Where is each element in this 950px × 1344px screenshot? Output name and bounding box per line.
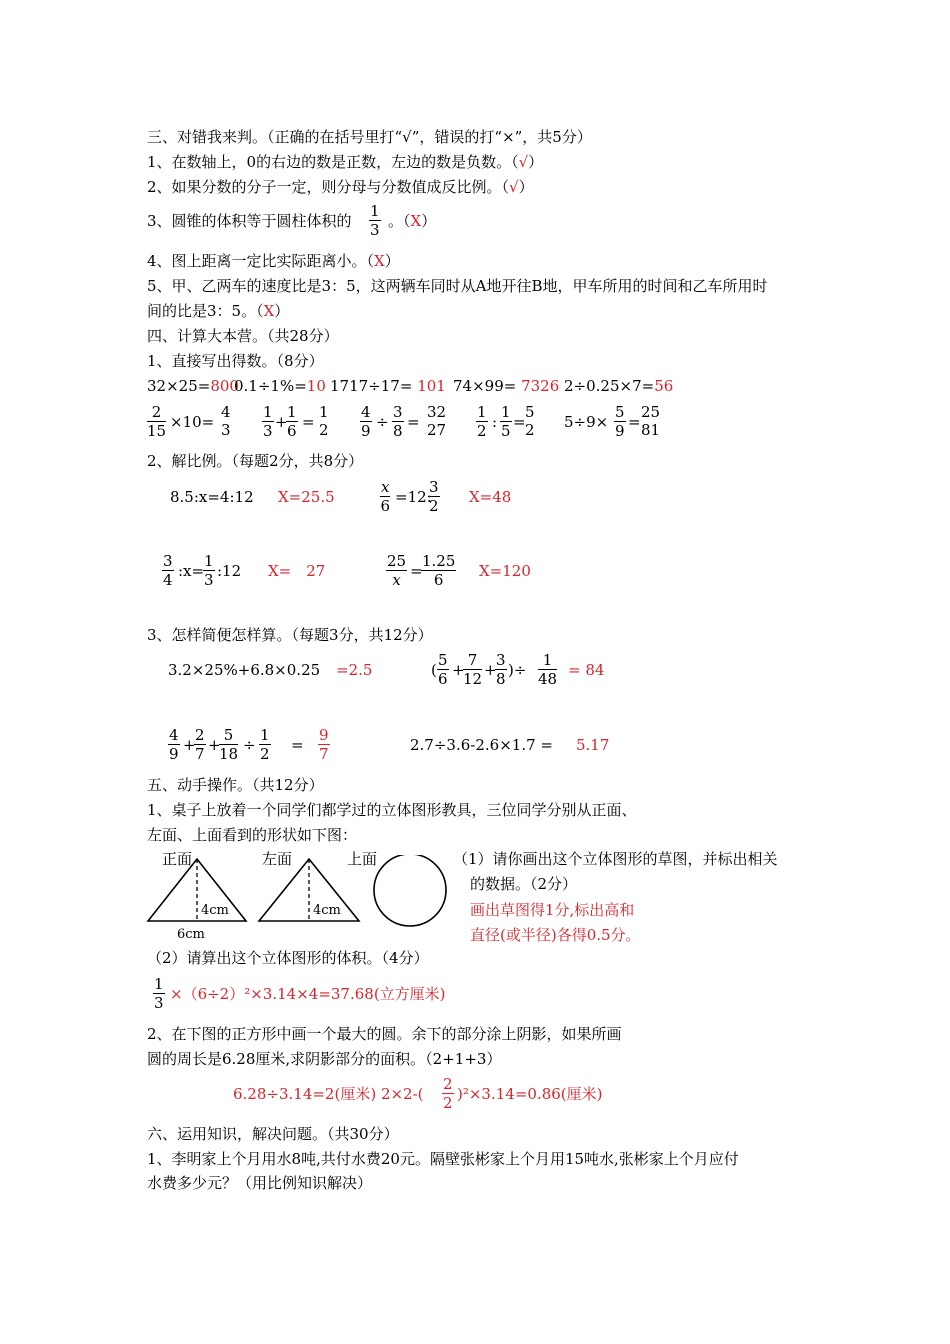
fraction: $\frac{1}{3}$ xyxy=(154,975,164,1012)
proportion-2-answer: X=48 xyxy=(469,488,512,506)
proportion-1: 8.5:x=4:12 xyxy=(170,488,254,506)
fraction: 4 3 xyxy=(221,403,231,439)
tf-q4: 4、图上距离一定比实际距离小。（X） xyxy=(147,252,400,270)
proportion-1-answer: X=25.5 xyxy=(278,488,335,506)
top-view-circle xyxy=(374,855,446,926)
q2-answer-a: 6.28÷3.14=2(厘米) 2×2-( xyxy=(233,1085,424,1103)
simplify-2-answer: = 84 xyxy=(568,661,605,679)
section5-q1-line1: 1、桌子上放着一个同学们都学过的立体图形教具，三位同学分别从正面、 xyxy=(147,801,637,819)
front-height-label: 4cm xyxy=(201,903,229,918)
tf-q4-answer: X xyxy=(374,252,385,270)
operator: ÷ xyxy=(376,413,389,431)
fraction: $\frac{3}{4}$ xyxy=(163,552,173,589)
section4-title: 四、计算大本营。（共28分） xyxy=(147,327,339,345)
fraction: $\frac{2}{2}$ xyxy=(443,1075,453,1112)
operator: = xyxy=(302,413,315,431)
fraction: $\frac{1}{5}$ xyxy=(501,403,511,440)
operator: ×10= xyxy=(170,413,215,431)
section4-sub2: 2、解比例。（每题2分，共8分） xyxy=(147,452,364,470)
operator: =12: xyxy=(395,488,432,506)
ask2-answer: ×（6÷2）²×3.14×4=37.68(立方厘米) xyxy=(170,985,446,1003)
operator: + xyxy=(452,661,465,679)
ask1-answer-line1: 画出草图得1分,标出高和 xyxy=(470,901,635,919)
ask1-answer-line2: 直径(或半径)各得0.5分。 xyxy=(470,926,641,944)
fraction: $\frac{1}{6}$ xyxy=(287,403,297,440)
fraction: 1 2 xyxy=(319,403,329,439)
view-label-top: 上面 xyxy=(347,850,378,868)
operator: = xyxy=(513,413,526,431)
tf-q5-line2: 间的比是3：5。（X） xyxy=(147,302,290,320)
operator: + xyxy=(484,661,497,679)
operator: ( xyxy=(431,661,437,679)
ask1-line2: 的数据。（2分） xyxy=(470,875,578,893)
operator: 5÷9× xyxy=(564,413,609,431)
simplify-4: 2.7÷3.6-2.6×1.7 = xyxy=(410,736,553,754)
left-height-label: 4cm xyxy=(313,903,341,918)
operator: :12 xyxy=(217,562,242,580)
tf-q1: 1、在数轴上，0的右边的数是正数，左边的数是负数。（√） xyxy=(147,153,544,171)
simplify-3-answer: $\frac{9}{7}$ xyxy=(319,726,329,763)
ask2: （2）请算出这个立体图形的体积。（4分） xyxy=(147,949,429,967)
calc-item: 32×25=800 xyxy=(147,377,239,395)
tf-q5-line1: 5、甲、乙两车的速度比是3：5，这两辆车同时从A地开往B地，甲车所用的时间和乙车所用时 xyxy=(147,277,768,295)
base-label: 6cm xyxy=(177,927,205,942)
tf-q1-answer: √ xyxy=(518,153,529,171)
section4-sub3: 3、怎样简便怎样算。（每题3分，共12分） xyxy=(147,626,433,644)
calc-item: 1717÷17= 101 xyxy=(330,377,446,395)
fraction: $\frac{4}{9}$ xyxy=(361,403,371,440)
section5-q1-line2: 左面、上面看到的形状如下图： xyxy=(147,826,358,844)
fraction: $\frac{5}{6}$ xyxy=(438,651,448,688)
section5-title: 五、动手操作。（共12分） xyxy=(147,776,324,794)
fraction: 5 2 xyxy=(525,403,535,439)
calc-item: 0.1÷1%=10 xyxy=(234,377,326,395)
fraction: $\frac{3}{8}$ xyxy=(393,403,403,440)
operator: : xyxy=(492,413,498,431)
fraction: $\frac{5}{18}$ xyxy=(219,726,239,763)
section3-title: 三、对错我来判。（正确的在括号里打“√”，错误的打“×”，共5分） xyxy=(147,128,592,146)
section6-q1-line2: 水费多少元？（用比例知识解决） xyxy=(147,1174,373,1192)
tf-q3-answer: X xyxy=(410,212,422,230)
tf-q2: 2、如果分数的分子一定，则分母与分数值成反比例。（√） xyxy=(147,178,534,196)
fraction: $\frac{5}{9}$ xyxy=(615,403,625,440)
operator: + xyxy=(275,413,288,431)
fraction: $\frac{1}{2}$ xyxy=(477,403,487,440)
fraction: $\frac{1}{2}$ xyxy=(260,726,270,763)
q2-answer-b: )²×3.14=0.86(厘米) xyxy=(457,1085,603,1103)
fraction: $\frac{1.25}{6}$ xyxy=(422,552,456,589)
proportion-4-answer: X=120 xyxy=(479,562,531,580)
view-label-left: 左面 xyxy=(262,850,293,868)
simplify-4-answer: 5.17 xyxy=(576,736,610,754)
section6-title: 六、运用知识，解决问题。（共30分） xyxy=(147,1125,399,1143)
fraction: 25 81 xyxy=(641,403,661,439)
operator: = xyxy=(628,413,641,431)
simplify-1: 3.2×25%+6.8×0.25 xyxy=(168,661,321,679)
section6-q1-line1: 1、李明家上个月用水8吨,共付水费20元。隔壁张彬家上个月用15吨水,张彬家上个月应付 xyxy=(147,1150,739,1168)
section4-sub1: 1、直接写出得数。（8分） xyxy=(147,352,324,370)
fraction: $\frac{1}{3}$ xyxy=(370,202,380,239)
operator: = xyxy=(407,413,420,431)
operator: = xyxy=(291,736,304,754)
tf-q5-answer: X xyxy=(263,302,275,320)
fraction: $\frac{25}{x}$ xyxy=(387,552,407,589)
operator: ÷ xyxy=(243,736,256,754)
fraction: $\frac{1}{3}$ xyxy=(204,552,214,589)
calc-item: 74×99= 7326 xyxy=(453,377,560,395)
operator: :x= xyxy=(178,562,205,580)
fraction: $\frac{2}{15}$ xyxy=(147,403,167,440)
tf-q3-tail: 。（X） xyxy=(388,212,437,230)
operator: + xyxy=(208,736,221,754)
fraction: $\frac{x}{6}$ xyxy=(380,478,390,515)
fraction: 32 27 xyxy=(427,403,447,439)
fraction: $\frac{4}{9}$ xyxy=(169,726,179,763)
operator: + xyxy=(183,736,196,754)
fraction: $\frac{3}{2}$ xyxy=(429,478,439,515)
tf-q3: 3、圆锥的体积等于圆柱体积的 xyxy=(147,212,352,230)
operator: )÷ xyxy=(508,661,527,679)
ask1-line1: （1）请你画出这个立体图形的草图，并标出相关 xyxy=(453,850,778,868)
calc-item: 2÷0.25×7=56 xyxy=(564,377,674,395)
proportion-3-answer: X= 27 xyxy=(268,562,326,580)
fraction: $\frac{1}{3}$ xyxy=(263,403,273,440)
operator: = xyxy=(410,562,423,580)
fraction: $\frac{2}{7}$ xyxy=(195,726,205,763)
simplify-1-answer: =2.5 xyxy=(336,661,373,679)
fraction: $\frac{3}{8}$ xyxy=(496,651,506,688)
view-label-front: 正面 xyxy=(162,850,193,868)
tf-q2-answer: √ xyxy=(509,178,519,196)
section5-q2-line1: 2、在下图的正方形中画一个最大的圆。余下的部分涂上阴影，如果所画 xyxy=(147,1025,622,1043)
fraction: $\frac{1}{48}$ xyxy=(538,651,558,688)
fraction: $\frac{7}{12}$ xyxy=(463,651,483,688)
section5-q2-line2: 圆的周长是6.28厘米,求阴影部分的面积。（2+1+3） xyxy=(147,1050,502,1068)
